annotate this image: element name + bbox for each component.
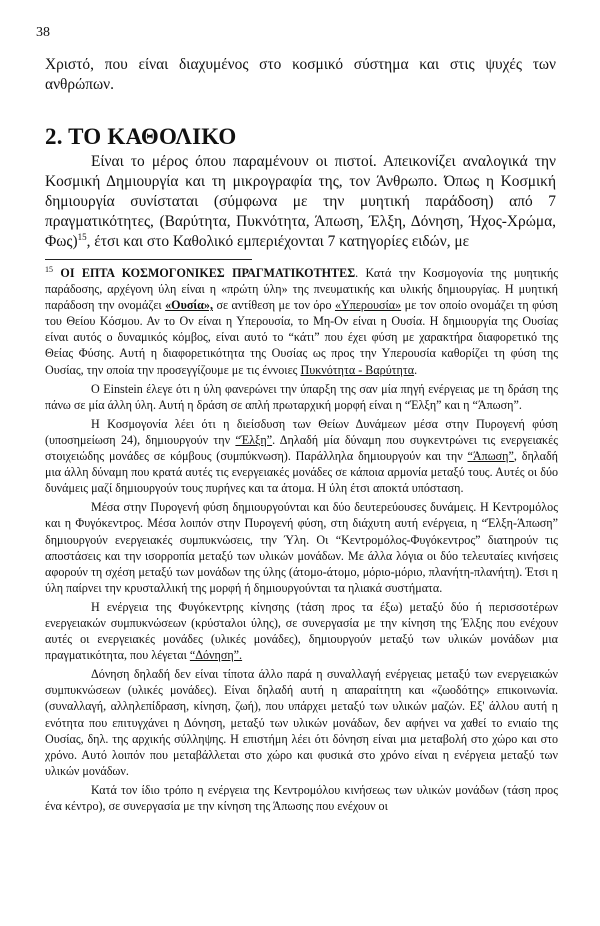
footnote-text: Η Κοσμογονία λέει ότι η διείσδυση των Θείων Δυνάμεων μέσα στην Πυρογενή φύση (υποσημείωση 24), δημιουργούν την <box>45 416 558 447</box>
footnote-paragraph-2: Ο Einstein έλεγε ότι η ύλη φανερώνει την ύπαρξη της σαν μία πηγή ενέργειας με τη δράση της πάνω σε μία άλλη ύλη. Αυτή η δράση σε απλή πρωταρχική μορφή είναι η “Έλξη” και η “Άπωση”. <box>45 381 558 412</box>
section-text-before-ref: Είναι το μέρος όπου παραμένουν οι πιστοί. Απεικονίζει αναλογικά την Κοσμική Δημιουργία και τη μικρογραφία της, τον Άνθρωπο. Όπως η Κοσμική δημιουργία συνίσταται (σύμφωνα με την μυητική παράδοση) από 7 πραγματικότητες, (Βαρύτητα, Πυκνότητα, Άπωση, Έλξη, Δόνηση, Ήχος-Χρώμα, Φως) <box>45 153 556 250</box>
footnote-paragraph-6: Δόνηση δηλαδή δεν είναι τίποτα άλλο παρά η συναλλαγή ενέργειας μεταξύ των ενεργειακών συμπυκνώσεων (υλικές μονάδες). Είναι δηλαδή αυτή η απαραίτητη και «ζωοδότης» επικοινωνία. (συναλλαγή, αλληλεπίδραση, κίνηση, ζωή), που υπάρχει μεταξύ των υλικών μαζών. Εξ' άλλου αυτή η ενότητα που επιτυγχάνει η Δόνηση, μεταξύ των υλικών μονάδων, δεν αφήνει να χαθεί το ενιαίο της Ουσίας, δηλ. της αρχικής σύλληψης. Η επιστήμη λέει ότι δόνηση είναι μια μεταβολή στο χώρο και στο χρόνο. Αυτό λοιπόν που μεταβάλλεται στο χώρο και φυσικά στο χρόνο είναι η ενέργεια μεταξύ των υλικών μονάδων. <box>45 667 558 778</box>
footnote-title: ΟΙ ΕΠΤΑ ΚΟΣΜΟΓΟΝΙΚΕΣ ΠΡΑΓΜΑΤΙΚΟΤΗΤΕΣ <box>60 266 356 280</box>
footnote-paragraph-4: Μέσα στην Πυρογενή φύση δημιουργούνται και δύο δευτερεύουσες δυνάμεις. Η Κεντρομόλος και η Φυγόκεντρος. Μέσα λοιπόν στην Πυρογενή φύση, στη διάχυτη αυτή ενέργεια, η “Έλξη-Άπωση” δημιουργούν ενεργειακές συμπυκνώσεις, την Ύλη. Οι “Κεντρομόλος-Φυγόκεντρος” διατηρούν τις αποστάσεις και την ισορροπία μεταξύ των υλικών μονάδων. Με άλλα λόγια οι δύο τελευταίες κινήσεις αφορούν τη σχέση μεταξύ των μονάδων της ύλης (άτομο-άτομο, μόριο-μόριο, πλανήτη-πλανήτη). Έτσι η ύλη παίρνει την κρυσταλλική της μορφή ή δημιουργούνται τα ηλιακά συστήματα. <box>45 500 558 595</box>
footnote-paragraph-3 <box>45 416 558 496</box>
term-ousia: «Ουσία», <box>165 298 213 313</box>
footnote-text: Η ενέργεια της Φυγόκεντρης κίνησης (τάση προς τα έξω) μεταξύ δύο ή περισσοτέρων ενεργειακών συμπυκνώσεων (κρύσταλοι ύλης), σε συνεργασία με την κίνηση της Έλξης που ενέχουν αυτές οι ενεργειακές μονάδες (υλικές μονάδες), δημιουργούν μεταξύ των υλικών μονάδων μια πραγματικότητα, που λέγεται <box>45 599 558 663</box>
term-pyknotita-varytita: Πυκνότητα - Βαρύτητα <box>300 362 415 377</box>
footnote-text: με τον οποίο ονομάζει τη φύση του Θείου Κόσμου. Αν το Ον είναι η Υπερουσία, το Μη-Ον είναι η Ουσία. Η δημιουργία της Ουσίας είναι αυτός ο δυναμικός κόμβος, είναι αυτό το “κάτι” που έχει φύση με χαρακτήρα διαφορετικό της Θείας Φύσης. Αυτή η διαφορετικότητα της Ουσίας ως προς την Υπερουσία καθορίζει τη φύση της Ουσίας, την οποία την προσεγγίζουμε με τις έννοιες <box>45 298 558 377</box>
footnote-block <box>45 265 558 814</box>
term-elxi: “Έλξη” <box>235 432 273 447</box>
footnote-text: . <box>414 362 418 377</box>
footnote-reference[interactable]: 15 <box>77 231 87 242</box>
footnote-text: , δηλαδή μια άλλη δύναμη που κρατά αυτές τις ενεργειακές μονάδες σε κάποια αρμονία μεταξύ τους. Αυτές οι δύο δυνάμεις μαζί δημιουργούν τους πυρήνες και τα άτομα. Η ύλη έτσι αποκτά υπόσταση. <box>45 449 558 496</box>
footnote-text: . Κατά την Κοσμογονία της μυητικής παράδοσης, αρχέγονη ύλη είναι η «πρώτη ύλη» της πνευματικής και υλικής δημιουργίας. Η μυητική παράδοση την ονομάζει <box>45 266 558 313</box>
section-body <box>45 152 556 252</box>
page-number: 38 <box>36 25 50 40</box>
continuation-paragraph <box>45 55 556 95</box>
section-text-after-ref: , έτσι και στο Καθολικό εμπεριέχονται 7 κατηγορίες ειδών, με <box>86 233 470 250</box>
term-yperousia: «Υπερουσία» <box>334 298 402 313</box>
footnote-divider <box>45 259 252 260</box>
footnote-paragraph-7: Κατά τον ίδιο τρόπο η ενέργεια της Κεντρομόλου κινήσεως των υλικών μονάδων (τάση προς ένα κέντρο), σε συνεργασία με την κίνηση της Άπωσης που ενέχουν οι <box>45 782 558 813</box>
footnote-paragraph-5 <box>45 599 558 663</box>
continuation-text: Χριστό, που είναι διαχυμένος στο κοσμικό σύστημα και στις ψυχές των ανθρώπων. <box>45 56 556 93</box>
section-paragraph <box>45 152 556 252</box>
term-donisi: “Δόνηση”. <box>189 648 243 663</box>
footnote-paragraph-1 <box>45 265 558 378</box>
footnote-text: σε αντίθεση με τον όρο <box>213 298 335 313</box>
footnote-text: . Δηλαδή μία δύναμη που συγκεντρώνει τις ενεργειακές στοιχειώδης μονάδες σε κόμβους (συμπύκνωση). Παράλληλα δημιουργούν και την <box>45 432 559 464</box>
term-aposi: “Άπωση” <box>467 449 514 464</box>
footnote-number: 15 <box>45 264 53 274</box>
section-heading: 2. ΤΟ ΚΑΘΟΛΙΚΟ <box>45 124 237 149</box>
